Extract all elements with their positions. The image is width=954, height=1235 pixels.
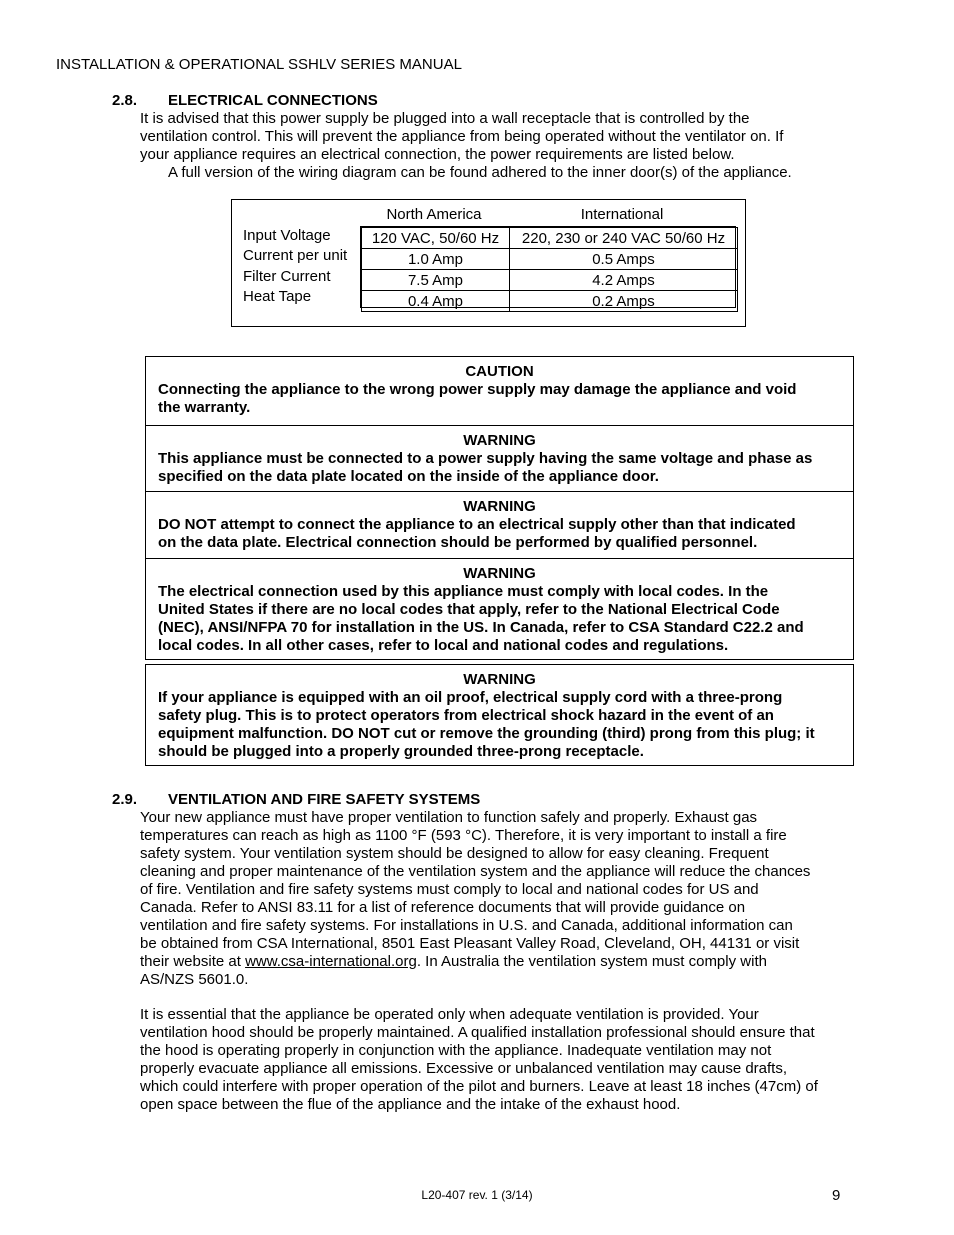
paragraph-line: open space between the flue of the appliance and the intake of the exhaust hood. bbox=[140, 1096, 681, 1113]
notice-line: the warranty. bbox=[158, 399, 251, 416]
notice-line: local codes. In all other cases, refer to local and national codes and regulations. bbox=[158, 637, 729, 654]
column-header-north-america: North America bbox=[386, 206, 482, 223]
paragraph-line: which could interfere with proper operation of the pilot and burners. Leave at least 18 inches (47cm) of bbox=[140, 1078, 818, 1095]
section-2-8-title: ELECTRICAL CONNECTIONS bbox=[168, 92, 378, 109]
table-cell: 7.5 Amp bbox=[362, 270, 510, 291]
power-values-grid bbox=[360, 226, 736, 308]
warning-box-codes bbox=[145, 558, 854, 660]
section-2-8-paragraph-1-line-1: It is advised that this power supply be plugged into a wall receptacle that is controlled by the bbox=[140, 110, 750, 127]
paragraph-line bbox=[140, 953, 810, 971]
notice-line: specified on the data plate located on the inside of the appliance door. bbox=[158, 468, 659, 485]
paragraph-line: safety system. Your ventilation system should be designed to allow for easy cleaning. Frequent bbox=[140, 845, 769, 862]
table-row bbox=[362, 291, 738, 312]
notice-line: safety plug. This is to protect operators from electrical shock hazard in the event of an bbox=[158, 707, 774, 724]
row-label-current-per-unit: Current per unit bbox=[243, 247, 348, 264]
paragraph-line: ventilation hood should be properly maintained. A qualified installation professional should ensure that bbox=[140, 1024, 815, 1041]
section-2-9-number: 2.9. bbox=[112, 791, 138, 808]
section-2-9-title: VENTILATION AND FIRE SAFETY SYSTEMS bbox=[168, 791, 481, 808]
notice-title: WARNING bbox=[463, 498, 536, 515]
notice-line: DO NOT attempt to connect the appliance to an electrical supply other than that indicated bbox=[158, 516, 796, 533]
paragraph-line: Canada. Refer to ANSI 83.11 for a list of reference documents that will provide guidance on bbox=[140, 899, 746, 916]
notice-title: CAUTION bbox=[465, 363, 534, 380]
section-2-8-paragraph-1-line-3: your appliance requires an electrical connection, the power requirements are listed below. bbox=[140, 146, 735, 163]
notice-line: equipment malfunction. DO NOT cut or remove the grounding (third) prong from this plug; it bbox=[158, 725, 815, 742]
table-cell: 0.2 Amps bbox=[510, 291, 738, 312]
row-label-filter-current: Filter Current bbox=[243, 268, 331, 285]
document-header: INSTALLATION & OPERATIONAL SSHLV SERIES MANUAL bbox=[56, 56, 462, 73]
notice-line: on the data plate. Electrical connection should be performed by qualified personnel. bbox=[158, 534, 758, 551]
notice-title: WARNING bbox=[463, 432, 536, 449]
column-header-international: International bbox=[580, 206, 664, 223]
table-cell: 0.4 Amp bbox=[362, 291, 510, 312]
table-cell: 4.2 Amps bbox=[510, 270, 738, 291]
link-suffix: . In Australia the ventilation system must comply with bbox=[416, 953, 767, 970]
table-cell: 1.0 Amp bbox=[362, 249, 510, 270]
caution-box bbox=[145, 356, 854, 426]
table-cell: 120 VAC, 50/60 Hz bbox=[362, 228, 510, 249]
notice-line: United States if there are no local codes that apply, refer to the National Electrical Code bbox=[158, 601, 780, 618]
warning-box-supply bbox=[145, 491, 854, 559]
table-cell: 220, 230 or 240 VAC 50/60 Hz bbox=[510, 228, 738, 249]
paragraph-line: It is essential that the appliance be operated only when adequate ventilation is provided. Your bbox=[140, 1006, 759, 1023]
notice-line: The electrical connection used by this appliance must comply with local codes. In the bbox=[158, 583, 769, 600]
notice-line: This appliance must be connected to a power supply having the same voltage and phase as bbox=[158, 450, 813, 467]
paragraph-line: AS/NZS 5601.0. bbox=[140, 971, 249, 988]
section-2-9-paragraph-2 bbox=[140, 1006, 818, 1114]
section-2-8-number: 2.8. bbox=[112, 92, 138, 109]
paragraph-line: temperatures can reach as high as 1100 °F (593 °C). Therefore, it is very important to install a fire bbox=[140, 827, 787, 844]
section-2-9-paragraph-1 bbox=[140, 809, 810, 989]
table-cell: 0.5 Amps bbox=[510, 249, 738, 270]
notice-title: WARNING bbox=[463, 565, 536, 582]
section-2-8-paragraph-2: A full version of the wiring diagram can be found adhered to the inner door(s) of the appliance. bbox=[168, 164, 792, 181]
paragraph-line: be obtained from CSA International, 8501 East Pleasant Valley Road, Cleveland, OH, 44131 or visit bbox=[140, 935, 800, 952]
row-label-input-voltage: Input Voltage bbox=[243, 227, 331, 244]
paragraph-line: ventilation and fire safety systems. For installations in U.S. and Canada, additional information can bbox=[140, 917, 793, 934]
csa-website-link[interactable]: www.csa-international.org bbox=[245, 953, 417, 970]
notice-line: If your appliance is equipped with an oil proof, electrical supply cord with a three-prong bbox=[158, 689, 783, 706]
table-row bbox=[362, 270, 738, 291]
paragraph-line: Your new appliance must have proper ventilation to function safely and properly. Exhaust gas bbox=[140, 809, 758, 826]
section-2-8-paragraph-1-line-2: ventilation control. This will prevent the appliance from being operated without the ventilator on. If bbox=[140, 128, 784, 145]
link-prefix: their website at bbox=[140, 953, 246, 970]
table-row bbox=[362, 249, 738, 270]
paragraph-line: of fire. Ventilation and fire safety systems must comply to local and national codes for US and bbox=[140, 881, 759, 898]
row-label-heat-tape: Heat Tape bbox=[243, 288, 312, 305]
page-number: 9 bbox=[832, 1187, 841, 1204]
document-footer-id: L20-407 rev. 1 (3/14) bbox=[421, 1188, 533, 1202]
paragraph-line: cleaning and proper maintenance of the ventilation system and the appliance will reduce the chances bbox=[140, 863, 811, 880]
warning-box-grounding bbox=[145, 664, 854, 766]
notice-line: (NEC), ANSI/NFPA 70 for installation in the US. In Canada, refer to CSA Standard C22.2 and bbox=[158, 619, 804, 636]
notice-line: Connecting the appliance to the wrong power supply may damage the appliance and void bbox=[158, 381, 797, 398]
warning-box-voltage bbox=[145, 425, 854, 492]
notice-line: should be plugged into a properly grounded three-prong receptacle. bbox=[158, 743, 644, 760]
paragraph-line: properly evacuate appliance all emissions. Excessive or unbalanced ventilation may cause drafts, bbox=[140, 1060, 788, 1077]
table-row bbox=[362, 228, 738, 249]
paragraph-line: the hood is operating properly in conjunction with the appliance. Inadequate ventilation may not bbox=[140, 1042, 772, 1059]
notice-title: WARNING bbox=[463, 671, 536, 688]
